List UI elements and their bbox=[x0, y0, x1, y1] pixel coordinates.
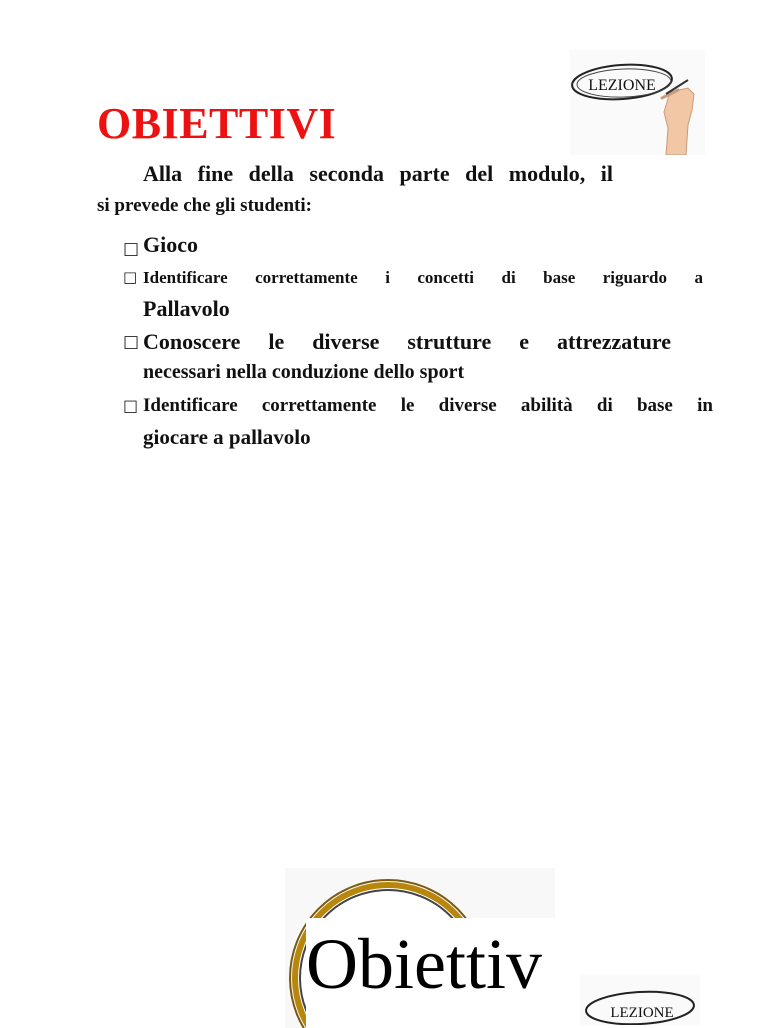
checkbox-icon: □ bbox=[123, 239, 140, 259]
word: di bbox=[596, 395, 613, 416]
lezione-text: LEZIONE bbox=[610, 1005, 674, 1021]
word: diverse bbox=[438, 395, 497, 416]
word: strutture bbox=[407, 329, 492, 354]
lezione-logo-bottom bbox=[580, 975, 700, 1025]
bullet-text bbox=[123, 393, 713, 419]
word: base bbox=[543, 268, 576, 287]
word: le bbox=[268, 329, 285, 354]
word: di bbox=[501, 268, 516, 287]
word: riguardo bbox=[602, 268, 667, 287]
bullet-item bbox=[123, 231, 713, 259]
checkbox-icon: □ bbox=[123, 268, 138, 286]
word: in bbox=[697, 395, 713, 416]
word: abilità bbox=[520, 395, 573, 416]
bullet-item bbox=[123, 327, 713, 387]
word: correttamente bbox=[261, 395, 377, 416]
word: Conoscere bbox=[143, 329, 241, 354]
word: Identificare bbox=[143, 268, 228, 287]
bullet-text-continued: Pallavolo bbox=[143, 296, 230, 321]
word: concetti bbox=[417, 268, 475, 287]
checkbox-icon: □ bbox=[123, 396, 139, 415]
bullet-text bbox=[123, 266, 703, 290]
bullet-text-continued: giocare a pallavolo bbox=[143, 425, 311, 449]
bullet-text-continued: necessari nella conduzione dello sport bbox=[143, 361, 465, 383]
word: e bbox=[519, 329, 530, 354]
lezione-text: LEZIONE bbox=[588, 77, 656, 94]
checkbox-icon: □ bbox=[123, 332, 140, 352]
word: attrezzature bbox=[556, 329, 671, 354]
magnifier-text: Obiettiv bbox=[306, 918, 556, 1028]
word: diverse bbox=[312, 329, 380, 354]
lezione-logo bbox=[570, 50, 705, 155]
bullet-item bbox=[123, 393, 713, 453]
word: base bbox=[636, 395, 673, 416]
bullet-text bbox=[123, 327, 671, 357]
word: i bbox=[385, 268, 390, 287]
intro-line-2: si prevede che gli studenti: bbox=[97, 195, 312, 216]
bullet-item bbox=[123, 266, 713, 324]
word: Identificare bbox=[143, 395, 238, 416]
word: le bbox=[400, 395, 415, 416]
word: a bbox=[694, 268, 703, 287]
intro-line-1: Alla fine della seconda parte del modulo, il bbox=[143, 161, 613, 186]
word: correttamente bbox=[255, 268, 358, 287]
page-title: OBIETTIVI bbox=[97, 99, 337, 148]
bullet-text: Gioco bbox=[143, 232, 198, 257]
